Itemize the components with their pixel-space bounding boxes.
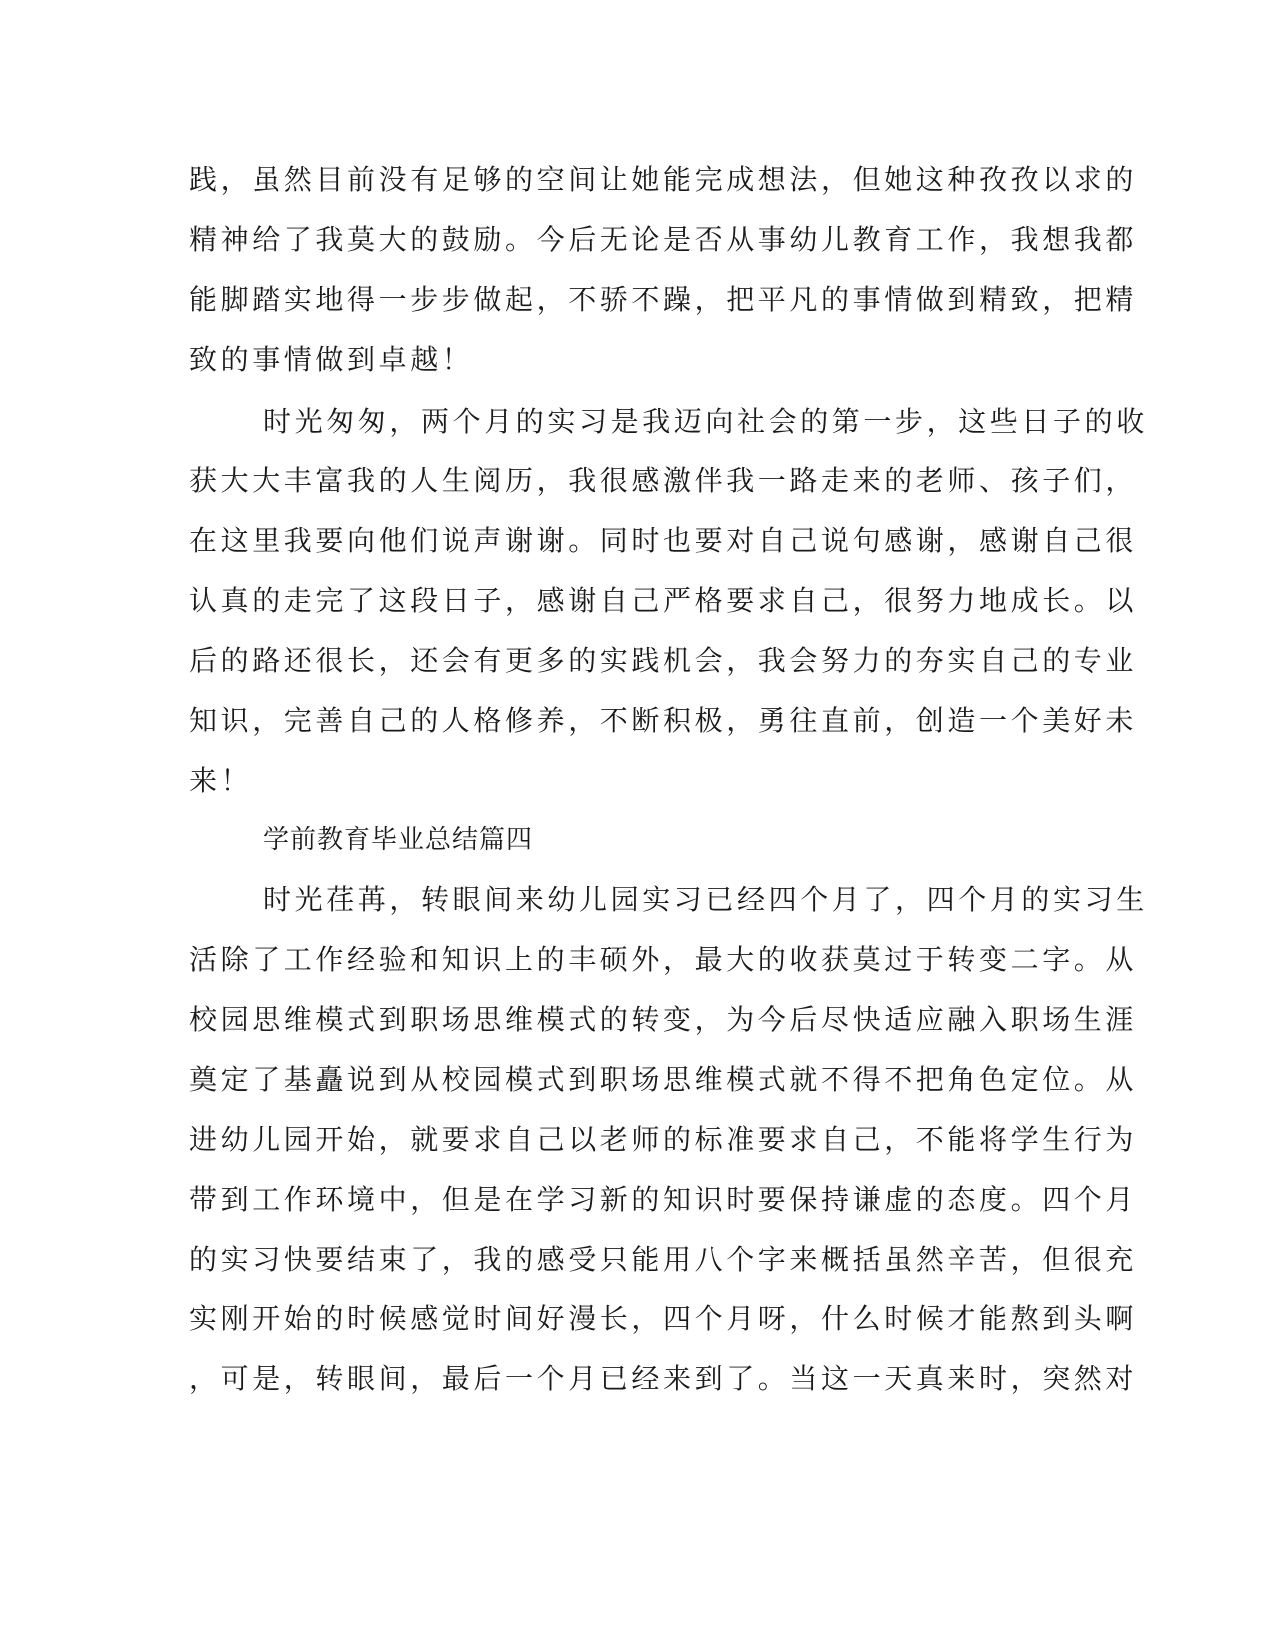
text-line: 实刚开始的时候感觉时间好漫长，四个月呀，什么时候才能熬到头啊 (189, 1302, 1138, 1335)
text-line: 进幼儿园开始，就要求自己以老师的标准要求自己，不能将学生行为 (189, 1123, 1138, 1156)
text-line: 的实习快要结束了，我的感受只能用八个字来概括虽然辛苦，但很充 (189, 1243, 1138, 1276)
text-line: 时光匆匆，两个月的实习是我迈向社会的第一步，这些日子的收 (263, 405, 1148, 438)
section-heading: 学前教育毕业总结篇四 (263, 825, 534, 855)
text-line: 带到工作环境中，但是在学习新的知识时要保持谦虚的态度。四个月 (189, 1183, 1138, 1216)
text-line: ，可是，转眼间，最后一个月已经来到了。当这一天真来时，突然对 (189, 1362, 1138, 1395)
text-line: 致的事情做到卓越！ (189, 343, 474, 376)
text-line: 践，虽然目前没有足够的空间让她能完成想法，但她这种孜孜以求的 (189, 163, 1138, 196)
text-line: 时光荏苒，转眼间来幼儿园实习已经四个月了，四个月的实习生 (263, 883, 1148, 916)
text-line: 能脚踏实地得一步步做起，不骄不躁，把平凡的事情做到精致，把精 (189, 283, 1138, 316)
text-line: 后的路还很长，还会有更多的实践机会，我会努力的夯实自己的专业 (189, 644, 1138, 677)
text-line: 奠定了基矗说到从校园模式到职场思维模式就不得不把角色定位。从 (189, 1063, 1138, 1096)
text-line: 在这里我要向他们说声谢谢。同时也要对自己说句感谢，感谢自己很 (189, 524, 1138, 557)
text-line: 获大大丰富我的人生阅历，我很感激伴我一路走来的老师、孩子们， (189, 464, 1138, 497)
text-line: 活除了工作经验和知识上的丰硕外，最大的收获莫过于转变二字。从 (189, 943, 1138, 976)
text-line: 认真的走完了这段日子，感谢自己严格要求自己，很努力地成长。以 (189, 584, 1138, 617)
text-line: 校园思维模式到职场思维模式的转变，为今后尽快适应融入职场生涯 (189, 1003, 1138, 1036)
text-line: 精神给了我莫大的鼓励。今后无论是否从事幼儿教育工作，我想我都 (189, 223, 1138, 256)
text-line: 知识，完善自己的人格修养，不断积极，勇往直前，创造一个美好未 (189, 704, 1138, 737)
text-line: 来！ (189, 764, 253, 797)
